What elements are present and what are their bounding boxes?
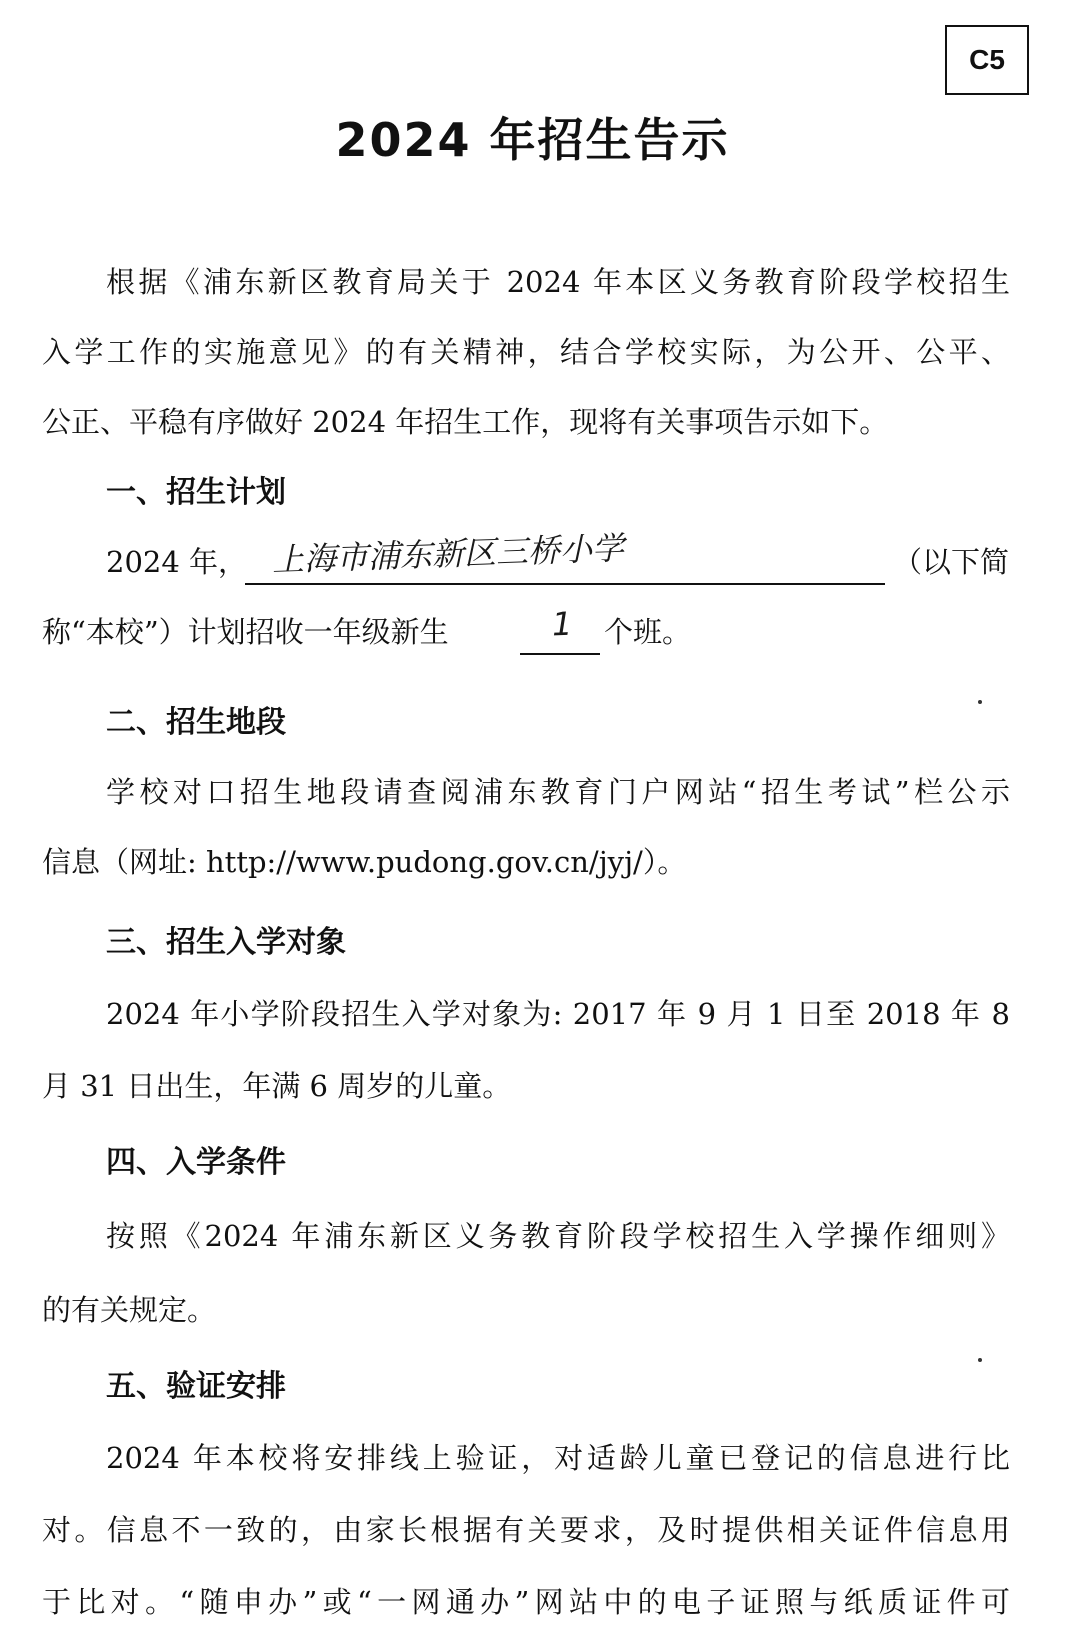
section-5-line-2: 对。信息不一致的，由家长根据有关要求，及时提供相关证件信息用 (42, 1513, 1010, 1547)
scan-speck (978, 700, 982, 704)
document-code-box (945, 25, 1029, 95)
document-code: C5 (969, 44, 1005, 75)
section-5-line-1: 2024 年本校将安排线上验证，对适龄儿童已登记的信息进行比 (106, 1441, 1010, 1475)
section-1-heading: 一、招生计划 (106, 475, 286, 510)
class-count-handwritten: 1 (551, 604, 574, 644)
section-2-heading: 二、招生地段 (106, 705, 286, 740)
section-5-line-3: 于比对。“随申办”或“一网通办”网站中的电子证照与纸质证件可 (42, 1585, 1010, 1619)
intro-line-3: 公正、平稳有序做好 2024 年招生工作，现将有关事项告示如下。 (42, 405, 889, 439)
class-count-underline (520, 653, 600, 655)
section-2-line-1: 学校对口招生地段请查阅浦东教育门户网站“招生考试”栏公示 (106, 775, 1010, 809)
section-1-line-2-before: 称“本校”）计划招收一年级新生 (42, 615, 449, 649)
section-1-suffix: （以下简 (893, 545, 1010, 579)
section-1-line-2-after: 个班。 (604, 615, 692, 649)
intro-line-1: 根据《浦东新区教育局关于 2024 年本区义务教育阶段学校招生 (106, 265, 1010, 299)
school-name-underline (245, 583, 885, 585)
section-4-line-1: 按照《2024 年浦东新区义务教育阶段学校招生入学操作细则》 (106, 1219, 1010, 1253)
school-name-handwritten: 上海市浦东新区三桥小学 (271, 528, 625, 580)
section-3-line-2: 月 31 日出生，年满 6 周岁的儿童。 (42, 1069, 512, 1103)
section-4-heading: 四、入学条件 (106, 1145, 286, 1180)
scan-speck (978, 1358, 982, 1362)
page-title: 2024 年招生告示 (335, 113, 730, 167)
section-3-line-1: 2024 年小学阶段招生入学对象为: 2017 年 9 月 1 日至 2018 年 8 (106, 997, 1010, 1031)
section-1-prefix: 2024 年， (106, 545, 248, 579)
section-2-line-2: 信息（网址: http://www.pudong.gov.cn/jyj/）。 (42, 845, 687, 879)
section-5-heading: 五、验证安排 (106, 1369, 286, 1404)
section-3-heading: 三、招生入学对象 (106, 925, 346, 960)
section-4-line-2: 的有关规定。 (42, 1293, 217, 1327)
intro-line-2: 入学工作的实施意见》的有关精神，结合学校实际，为公开、公平、 (42, 335, 1010, 369)
